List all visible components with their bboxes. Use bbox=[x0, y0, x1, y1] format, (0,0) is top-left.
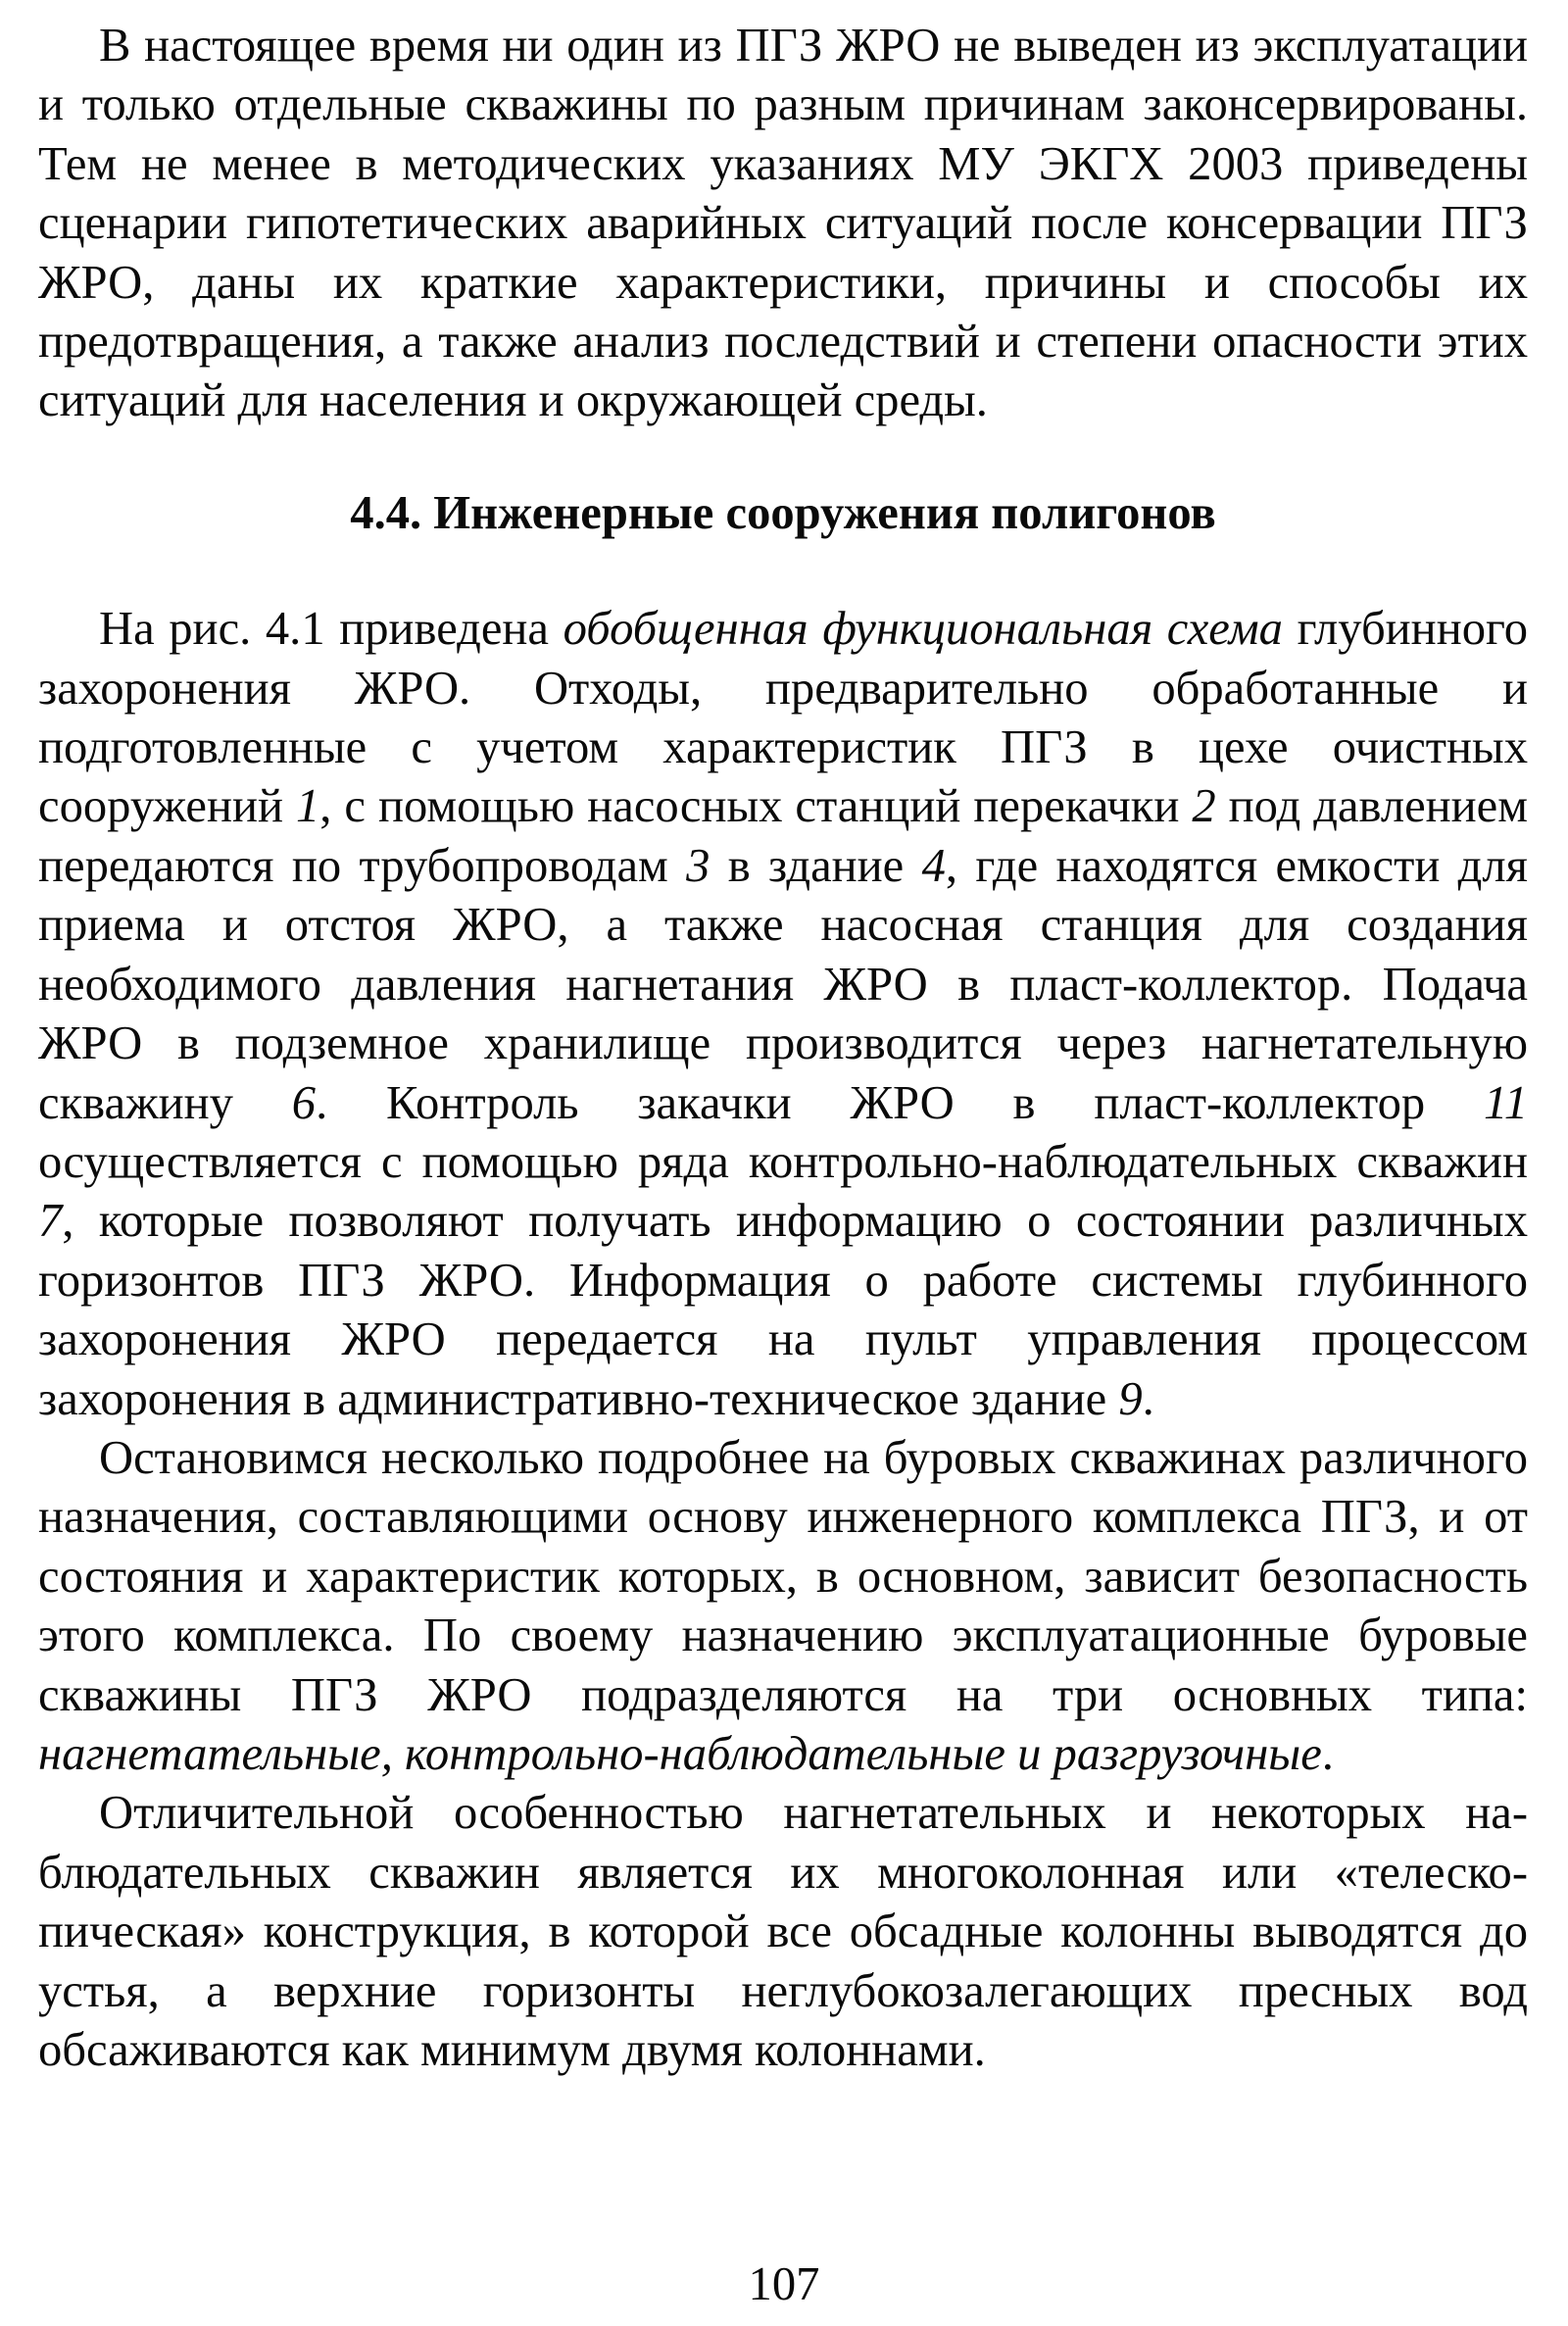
section-heading: 4.4. Инженерные сооружения полигонов bbox=[350, 485, 1216, 539]
paragraph-well-types bbox=[38, 1428, 1528, 1783]
figure-ref-7: 7 bbox=[38, 1194, 63, 1248]
figure-ref-3: 3 bbox=[686, 838, 710, 892]
figure-ref-9: 9 bbox=[1118, 1371, 1143, 1425]
text-run: . bbox=[1142, 1371, 1154, 1425]
figure-ref-11: 11 bbox=[1484, 1075, 1528, 1129]
paragraph-well-construction: Отличительной особенностью нагнетательных и некоторых наблюдательных скважин является их многоколонная или «телескопическая» конструкция, в которой все обсадные колонны выводятся до устья, а верхние горизонты неглубокозалегающих пресных вод обсаживаются как минимум двумя колоннами. bbox=[38, 1786, 1528, 2076]
text-run: осуществляется с помощью ряда контрольно-наблюдательных скважин bbox=[38, 1134, 1528, 1188]
text-run: глубинного захоронения ЖРО. Отходы, предварительно обработанные и подготовленные с учетом характеристик ПГЗ в цехе очистных сооружений bbox=[38, 602, 1529, 833]
text-run: Остановимся несколько подробнее на буровых скважинах различного назначения, составляющими основу инженерного комплекса ПГЗ, и от состояния и характеристик которых, в основном, зависит безопасность этого комплекса. По своему назначению эксплуатационные буровые скважины ПГЗ ЖРО подразделяются на три основных типа: bbox=[38, 1430, 1528, 1721]
text-run: . Контроль закачки ЖРО в пласт-коллектор bbox=[316, 1075, 1484, 1129]
paragraph-figure-description bbox=[38, 599, 1528, 1428]
figure-ref-2: 2 bbox=[1192, 779, 1216, 833]
figure-ref-6: 6 bbox=[291, 1075, 317, 1129]
page-number: 107 bbox=[748, 2257, 820, 2310]
page-body bbox=[38, 16, 1528, 2079]
text-run: . bbox=[1321, 1726, 1334, 1780]
text-run: , с помощью насосных станций перекачки bbox=[319, 779, 1193, 833]
text-run: , которые позволяют получать информацию о состоянии различных горизонтов ПГЗ ЖРО. Информация о работе системы глубинного захоронения ЖРО передается на пульт управления процессом захоронения в административно-техническое здание bbox=[38, 1194, 1528, 1425]
figure-ref-4: 4 bbox=[921, 838, 946, 892]
text-run: под давлением передаются по трубопроводам bbox=[38, 779, 1528, 892]
figure-ref-1: 1 bbox=[295, 779, 320, 833]
text-run: На рис. 4.1 приведена bbox=[99, 602, 564, 656]
paragraph-intro: В настоящее время ни один из ПГЗ ЖРО не выведен из эксплуатации и только отдельные скважины по разным причинам законсервированы. Тем не менее в методических указаниях МУ ЭКГХ 2003 приведены сценарии гипотетических аварийных ситуаций после консервации ПГЗ ЖРО, даны их краткие характеристики, причины и способы их предотвращения, а также анализ последствий и степени опасности этих ситуаций для населения и окружающей среды. bbox=[38, 19, 1528, 427]
emphasis-well-types: нагнетательные, контрольно-наблюдательные и разгрузочные bbox=[38, 1726, 1322, 1780]
text-run: в здание bbox=[710, 838, 922, 892]
emphasis-schema: обобщенная функциональная схема bbox=[563, 602, 1283, 656]
text-run: , где находятся емкости для приема и отстоя ЖРО, а также насосная станция для создания необходимого давления нагнетания ЖРО в пласт-коллектор. Подача ЖРО в подземное хранилище производится через нагнетательную скважину bbox=[38, 838, 1528, 1129]
